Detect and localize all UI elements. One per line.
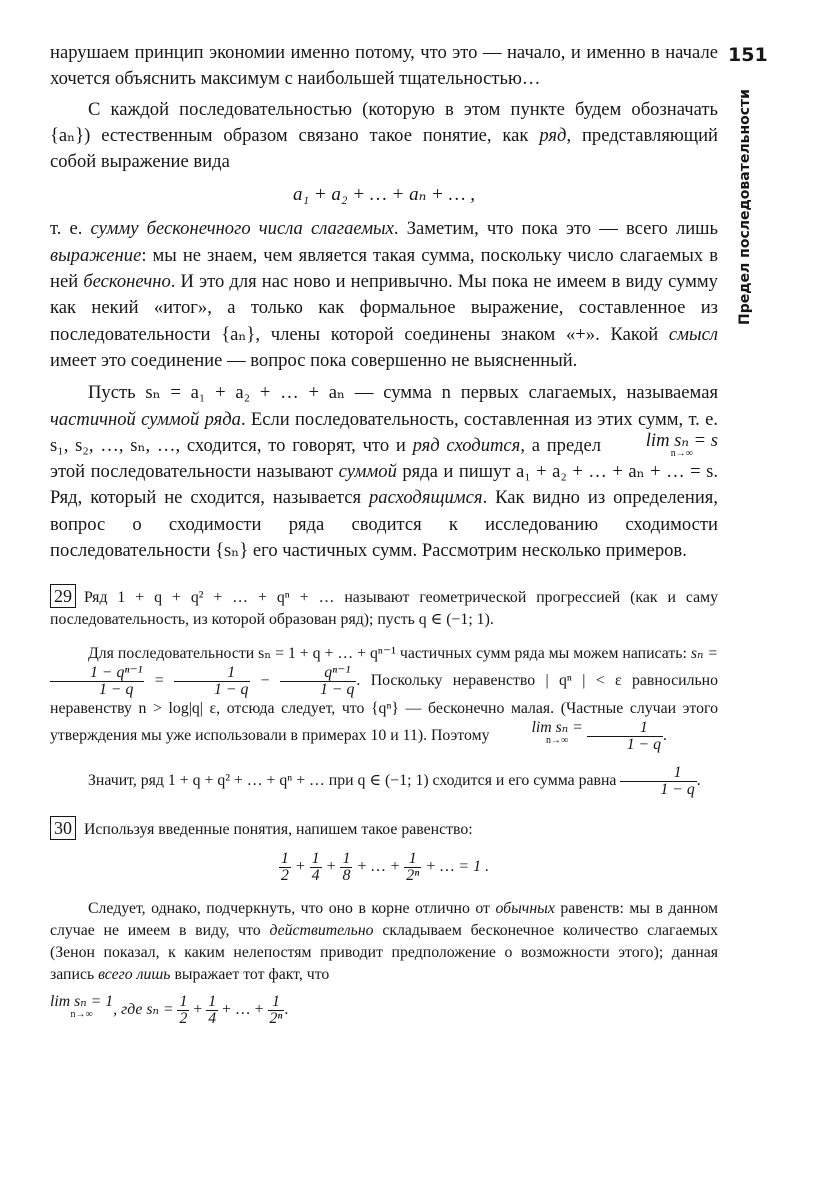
example-29-limit-frac bbox=[587, 720, 663, 753]
last-frac-1-den: 2 bbox=[179, 1010, 188, 1028]
paragraph-2 bbox=[50, 97, 718, 176]
example-30-line-1 bbox=[50, 816, 718, 841]
p4-limit-sub: n→∞ bbox=[670, 447, 693, 459]
p2-text-b: , представляющий собой выражение вида bbox=[50, 124, 718, 173]
last-frac-3-den: 2ⁿ bbox=[269, 1010, 283, 1028]
p4-em-3: суммой bbox=[338, 461, 397, 483]
series-frac-3-den: 8 bbox=[342, 867, 351, 885]
example-29-sum-frac bbox=[620, 765, 696, 798]
series-frac-1 bbox=[279, 851, 291, 884]
p3-em-2: выражение bbox=[50, 244, 142, 266]
page-content bbox=[50, 40, 718, 1027]
last-frac-2-num: 1 bbox=[208, 993, 217, 1011]
ex30-limit-sub: n→∞ bbox=[70, 1009, 93, 1021]
frac-1-den: 1 − q bbox=[50, 681, 144, 698]
p4-limit bbox=[608, 429, 718, 459]
p4-limit-main: lim sₙ = s bbox=[645, 429, 718, 451]
p3-em-3: бесконечно bbox=[83, 271, 171, 293]
series-frac-2 bbox=[310, 851, 322, 884]
example-30-number: 30 bbox=[50, 816, 76, 840]
p3-text-b: . Заметим, что пока это — всего лишь bbox=[393, 218, 718, 240]
series-frac-3 bbox=[340, 851, 352, 884]
limit-frac-den: 1 − q bbox=[587, 736, 663, 753]
p3-em-4: смысл bbox=[668, 323, 718, 345]
p4-em-4: расходящимся bbox=[368, 487, 483, 509]
example-29-number: 29 bbox=[50, 584, 76, 608]
paragraph-1 bbox=[50, 40, 718, 93]
sum-frac-den: 1 − q bbox=[620, 781, 696, 798]
last-frac-2-den: 4 bbox=[208, 1010, 217, 1028]
frac-2-den: 1 − q bbox=[174, 681, 250, 698]
frac-2-num: 1 bbox=[227, 664, 236, 682]
paragraph-3 bbox=[50, 216, 718, 374]
example-30-paragraph bbox=[50, 898, 718, 986]
page-number: 151 bbox=[728, 44, 768, 66]
example-29-frac-1 bbox=[50, 665, 144, 698]
example-29-frac-3 bbox=[280, 665, 356, 698]
series-frac-1-num: 1 bbox=[280, 850, 289, 868]
example-30-last-line: lim sₙ = 1 n→∞ , где sₙ = $\frac{1}{2}$ + $\frac{1}{4}$ + … + $\frac{1}{\text{2ⁿ}}$ . bbox=[50, 993, 289, 1028]
ex30-em-3: всего лишь bbox=[98, 966, 171, 984]
ex30-em-1: обычных bbox=[495, 900, 555, 918]
p3-text-e: имеет это соединение — вопрос пока совершенно не выясненный. bbox=[50, 349, 578, 371]
example-29-line-1 bbox=[50, 584, 718, 631]
ex30-text-a: Следует, однако, подчеркнуть, что оно в корне отлично от bbox=[88, 900, 496, 918]
series-frac-4-den: 2ⁿ bbox=[406, 867, 420, 885]
p4-text-b: . Если последовательность, составленная из этих сумм, т. е. s₁, s₂, …, sₙ, …, сходится, то говорят, что и bbox=[50, 408, 718, 456]
last-frac-1 bbox=[177, 994, 189, 1027]
frac-3-num: qⁿ⁻¹ bbox=[324, 664, 351, 682]
example-29-line-4: Значит, ряд 1 + q + q² + … + qⁿ + … при q ∈ (−1; 1) сходится и его сумма равна $\frac{1}{1 - q}$ . bbox=[88, 764, 701, 799]
example-30-text-1: Используя введенные понятия, напишем такое равенство: bbox=[84, 821, 473, 839]
example-29-line-2: Для последовательности sₙ = 1 + q + … + qⁿ⁻¹ частичных сумм ряда мы можем написать: sₙ = $\frac{\text{1 − qⁿ⁻¹}}{1 - q}$ = $\frac{1}{1 - q}$ − $\frac{\text{qⁿ⁻¹}}{1 - q}$ . Поскольку неравенство | qⁿ | < ε равносильно неравенству n > log|q| ε, отсюда следует, что {qⁿ} — бесконечно малая. (Частные случаи этого утверждения мы уже использовали в примерах 10 и 11). Поэтому lim sₙ = n→∞ $\frac{1}{1 - q}$ . bbox=[50, 645, 719, 754]
frac-3-den: 1 − q bbox=[280, 681, 356, 698]
p4-text-e: ряда и пишут a₁ + a₂ + … + aₙ + … = s. Ряд, который не сходится, называется bbox=[50, 461, 718, 509]
ex30-text-c: складываем бесконечное количество слагаемых (Зенон показал, к каким нелепостям приводит предположение о возможности этого); данная запись bbox=[50, 922, 719, 984]
last-frac-3-num: 1 bbox=[272, 993, 280, 1011]
ex30-limit bbox=[50, 994, 113, 1020]
p3-em-1: сумму бесконечного числа слагаемых bbox=[90, 218, 394, 240]
frac-1-num: 1 − qⁿ⁻¹ bbox=[90, 664, 143, 682]
ex30-text-b: равенств: мы в данном случае не имеем в виду, что bbox=[50, 900, 718, 940]
series-frac-4-num: 1 bbox=[408, 850, 417, 868]
p4-text-f: . Как видно из определения, вопрос о сходимости ряда сводится к исследованию сходимости последовательности {sₙ} его частичных сумм. Рассмотрим несколько примеров. bbox=[50, 487, 718, 562]
ex30-where: , где sₙ = bbox=[113, 1001, 174, 1019]
example-29-frac-2 bbox=[174, 665, 250, 698]
limit-frac-num: 1 bbox=[639, 719, 648, 737]
example-29-text-2: Для последовательности sₙ = 1 + q + … + qⁿ⁻¹ частичных сумм ряда мы можем написать: bbox=[88, 645, 687, 663]
p2-term: ряд bbox=[539, 124, 567, 146]
p4-text-d: этой последовательности называют bbox=[50, 461, 339, 483]
p3-text-a: т. е. bbox=[50, 218, 91, 240]
last-frac-2 bbox=[206, 994, 218, 1027]
ex30-em-2: действительно bbox=[269, 922, 374, 940]
paragraph-4 bbox=[50, 380, 718, 564]
example-29-limit-sub: n→∞ bbox=[546, 735, 569, 747]
p4-text-c: , а предел bbox=[520, 434, 608, 456]
example-29-text-4: Значит, ряд 1 + q + q² + … + qⁿ + … при q ∈ (−1; 1) сходится и его сумма равна bbox=[88, 772, 617, 790]
example-29-eq: = bbox=[154, 672, 164, 690]
p3-text-d: . И это для нас ново и непривычно. Мы пока не имеем в виду сумму как некий «итог», а только как формальное выражение, составленное из последовательности {aₙ}, члены которой соединены знаком «+». Какой bbox=[50, 271, 718, 345]
p4-em-2: ряд сходится bbox=[412, 434, 521, 456]
sum-frac-num: 1 bbox=[673, 764, 682, 782]
ex30-text-d: выражает тот факт, что bbox=[170, 966, 330, 984]
series-frac-2-den: 4 bbox=[311, 867, 320, 885]
example-29-formula-lhs: sₙ = bbox=[690, 645, 718, 663]
example-29-limit-main: lim sₙ = bbox=[531, 719, 583, 737]
ex30-limit-main: lim sₙ = 1 bbox=[50, 993, 114, 1011]
formula-series: a₁ + a₂ + … + aₙ + … , bbox=[293, 184, 475, 206]
p4-text-a: Пусть sₙ = a₁ + a₂ + … + aₙ — сумма n первых слагаемых, называемая bbox=[88, 382, 718, 404]
series-frac-1-den: 2 bbox=[280, 867, 289, 885]
paragraph-1-text: нарушаем принцип экономии именно потому, что это — начало, и именно в начале хочется объяснить максимум с наибольшей тщательностью… bbox=[50, 42, 718, 90]
series-tail: + … = 1 . bbox=[425, 858, 490, 876]
series-frac-4 bbox=[404, 851, 421, 884]
p2-text-a: С каждой последовательностью (которую в этом пункте будем обозначать {aₙ}) естественным образом связано такое понятие, как bbox=[50, 98, 718, 146]
example-30-formula: $\frac{1}{2}$ + $\frac{1}{4}$ + $\frac{1}{8}$ + … + $\frac{1}{\text{2ⁿ}}$ + … = 1 . bbox=[280, 850, 490, 885]
series-frac-2-num: 1 bbox=[311, 850, 320, 868]
running-head: Предел последовательности bbox=[737, 89, 753, 325]
p4-em-1: частичной суммой ряда bbox=[50, 408, 241, 430]
last-frac-3 bbox=[268, 994, 285, 1027]
example-29-limit bbox=[493, 720, 582, 746]
example-29-text-3: . Поскольку неравенство | qⁿ | < ε равносильно неравенству n > log|q| ε, отсюда следует, что {qⁿ} — бесконечно малая. (Частные случаи этого утверждения мы уже использовали в примерах 10 и 11). Поэтому bbox=[50, 672, 719, 745]
p3-text-c: : мы не знаем, чем является такая сумма, поскольку число слагаемых в ней bbox=[50, 244, 718, 293]
series-frac-3-num: 1 bbox=[342, 850, 351, 868]
example-29-text-1: Ряд 1 + q + q² + … + qⁿ + … называют геометрической прогрессией (как и саму последовательность, из которой образован ряд); пусть q ∈ (−1; 1). bbox=[50, 589, 718, 629]
last-frac-1-num: 1 bbox=[179, 993, 188, 1011]
example-29-minus: − bbox=[260, 672, 270, 690]
